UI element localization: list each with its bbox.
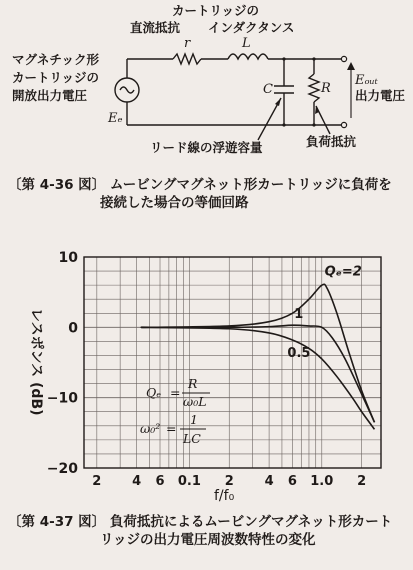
label-C: C xyxy=(263,82,273,97)
series-label-1: 1 xyxy=(294,307,304,323)
x-tick-label: 2 xyxy=(224,474,234,489)
figure-4-37-line1: 負荷抵抗によるムービングマグネット形カート xyxy=(109,514,393,530)
label-load-resistance: 負荷抵抗 xyxy=(306,134,357,149)
annotation-q-lhs: Qₑ xyxy=(146,385,162,400)
label-Eout: Eₒᵤₜ xyxy=(355,73,378,88)
figure-4-36-caption xyxy=(8,176,408,212)
annotation-q-num: R xyxy=(188,376,198,391)
annotation-w-den: LC xyxy=(183,431,201,446)
figure-4-37-caption xyxy=(8,513,408,549)
series-label-2: 0.5 xyxy=(287,345,311,361)
label-inductance: インダクタンス xyxy=(208,20,295,35)
y-tick-label: −20 xyxy=(46,461,78,477)
y-tick-label: 0 xyxy=(68,320,78,337)
plot-frame xyxy=(84,257,381,468)
label-L: L xyxy=(242,36,251,51)
x-tick-label: 0.1 xyxy=(177,474,201,489)
label-source-2: カートリッジの xyxy=(12,70,100,85)
figure-4-37-number: 〔第 4-37 図〕 xyxy=(8,514,106,530)
figure-4-36-line1: ムービングマグネット形カートリッジに負荷を xyxy=(109,177,392,193)
x-tick-label: 4 xyxy=(132,474,142,489)
inductor-L xyxy=(228,54,268,59)
y-axis-label: レスポンス (dB) xyxy=(28,308,44,416)
y-tick-label: −10 xyxy=(46,390,78,407)
label-stray-capacitance: リード線の浮遊容量 xyxy=(150,140,263,155)
label-cartridge: カートリッジの xyxy=(172,3,260,18)
equivalent-circuit-diagram xyxy=(0,0,413,170)
output-terminal-top xyxy=(341,56,346,61)
annotation-w-num: 1 xyxy=(190,412,198,427)
frequency-response-chart xyxy=(0,238,413,518)
annotation-w-lhs: ω₀² xyxy=(140,421,161,436)
figure-4-36-number: 〔第 4-36 図〕 xyxy=(8,177,106,193)
label-R: R xyxy=(321,81,331,96)
x-tick-label: 4 xyxy=(264,474,274,489)
y-tick-label: 10 xyxy=(58,250,78,266)
figure-4-37-line2: リッジの出力電圧周波数特性の変化 xyxy=(100,532,316,548)
resistor-r xyxy=(173,54,201,64)
x-tick-label: 2 xyxy=(357,474,367,489)
figure-4-36-line2: 接続した場合の等価回路 xyxy=(100,195,249,211)
label-source-3: 開放出力電圧 xyxy=(12,88,88,103)
x-tick-label: 1.0 xyxy=(310,474,334,489)
series-label-0: Qₑ=2 xyxy=(324,264,362,280)
annotation-q-den: ω₀L xyxy=(183,394,207,409)
x-tick-label: 6 xyxy=(287,474,297,489)
svg-text:=: = xyxy=(170,385,181,400)
x-axis-label: f/f₀ xyxy=(214,488,235,504)
x-tick-label: 6 xyxy=(155,474,165,489)
x-tick-label: 2 xyxy=(92,474,102,489)
label-r: r xyxy=(184,36,191,51)
output-terminal-bottom xyxy=(341,122,346,127)
label-dc-resistance: 直流抵抗 xyxy=(130,20,181,35)
label-output-voltage: 出力電圧 xyxy=(355,88,406,103)
svg-text:=: = xyxy=(166,421,177,436)
label-source-1: マグネチック形 xyxy=(12,52,100,67)
resistor-R xyxy=(309,74,319,102)
label-Ec: Eₑ xyxy=(108,111,123,126)
